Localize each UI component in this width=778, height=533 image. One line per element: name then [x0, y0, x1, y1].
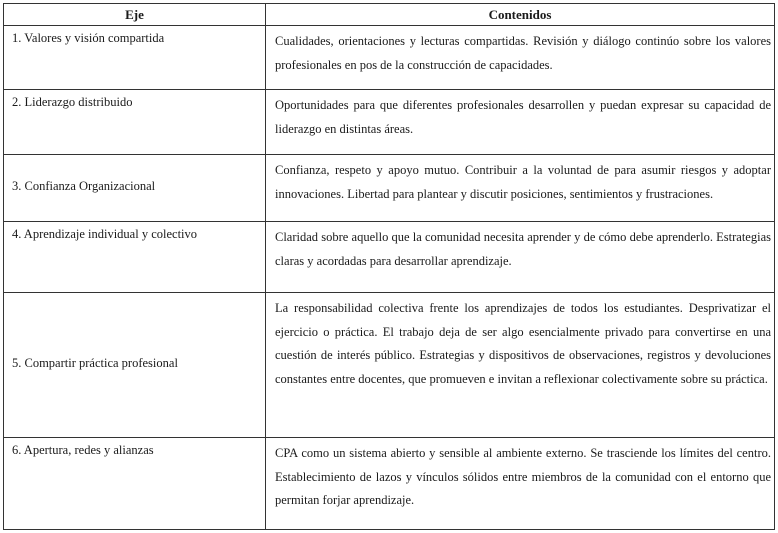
table-row: [4, 293, 775, 438]
table-row: [4, 90, 775, 155]
contenido-cell: Confianza, respeto y apoyo mutuo. Contribuir a la voluntad de para asumir riesgos y adoptar innovaciones. Libertad para plantear y discutir posiciones, sentimientos y frustraciones.: [266, 155, 775, 222]
content-table: [3, 3, 775, 530]
eje-cell: 3. Confianza Organizacional: [4, 155, 266, 222]
eje-cell: 6. Apertura, redes y alianzas: [4, 438, 266, 530]
contenido-cell: Oportunidades para que diferentes profesionales desarrollen y puedan expresar su capacidad de liderazgo en distintas áreas.: [266, 90, 775, 155]
table-row: [4, 26, 775, 90]
contenido-cell: CPA como un sistema abierto y sensible al ambiente externo. Se trasciende los límites del centro. Establecimiento de lazos y vínculos sólidos entre miembros de la comunidad con el entorno que permitan forjar aprendizaje.: [266, 438, 775, 530]
eje-cell: 5. Compartir práctica profesional: [4, 293, 266, 438]
eje-cell: 1. Valores y visión compartida: [4, 26, 266, 90]
contenido-cell: La responsabilidad colectiva frente los aprendizajes de todos los estudiantes. Desprivatizar el ejercicio o práctica. El trabajo deja de ser algo esencialmente privado para convertirse en una cuestión de interés público. Estrategias y dispositivos de observaciones, registros y devoluciones constantes entre docentes, que promueven e invitan a reflexionar colectivamente sobre su práctica.: [266, 293, 775, 438]
table-row: [4, 155, 775, 222]
table-row: [4, 438, 775, 530]
table-row: [4, 222, 775, 293]
eje-cell: 2. Liderazgo distribuido: [4, 90, 266, 155]
header-contenidos: Contenidos: [266, 4, 775, 26]
eje-cell: 4. Aprendizaje individual y colectivo: [4, 222, 266, 293]
header-eje: Eje: [4, 4, 266, 26]
table-header-row: [4, 4, 775, 26]
contenido-cell: Cualidades, orientaciones y lecturas compartidas. Revisión y diálogo continúo sobre los valores profesionales en pos de la construcción de capacidades.: [266, 26, 775, 90]
contenido-cell: Claridad sobre aquello que la comunidad necesita aprender y de cómo debe aprenderlo. Estrategias claras y acordadas para desarrollar aprendizaje.: [266, 222, 775, 293]
